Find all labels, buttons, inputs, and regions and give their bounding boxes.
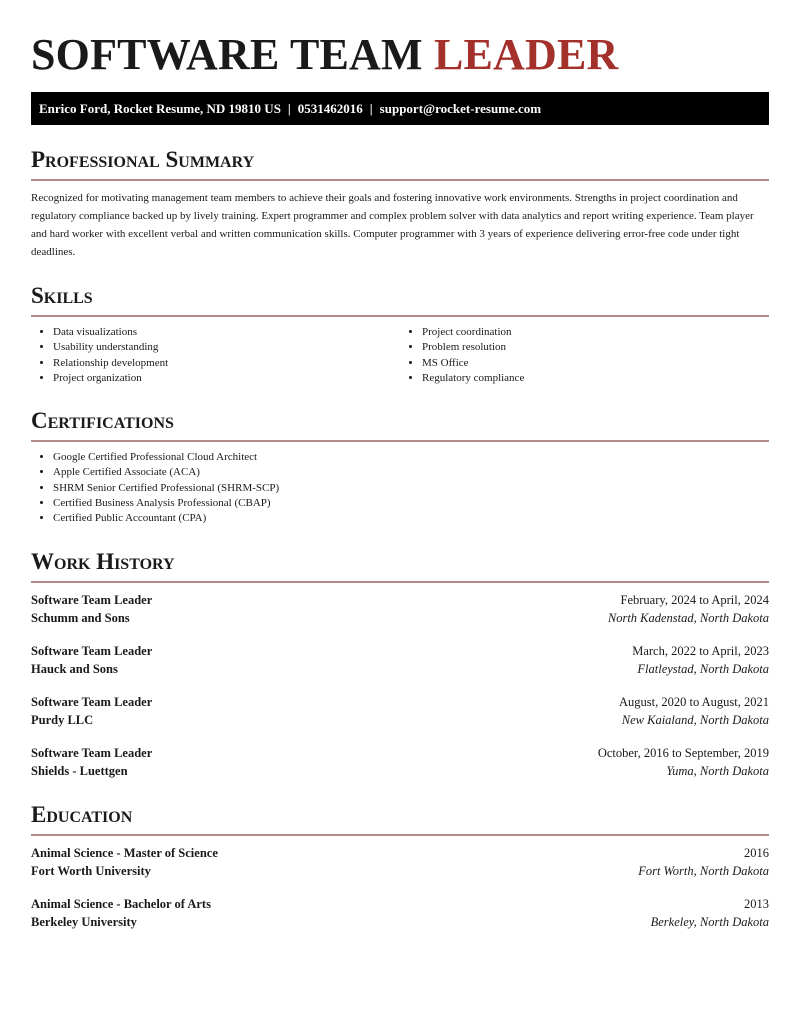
contact-address: Enrico Ford, Rocket Resume, ND 19810 US [39,101,281,116]
job-entry [31,591,769,627]
skill-item: • Project coordination [422,325,769,340]
job-location: North Kadenstad, North Dakota [607,610,769,625]
certifications-list [31,450,769,526]
skill-item: • Problem resolution [422,340,769,355]
summary-text: Recognized for motivating management team members to achieve their goals and fostering innovative work environments. Strengths in project coordination and regulatory compliance backed up by lively training. Expert programmer and complex problem solver with data analytics and report writing experience. Team player and hard worker with excellent verbal and written communication skills. Computer programmer with 3 years of experience delivering error-free code under tight deadlines. [31,192,754,258]
separator: | [369,101,373,116]
divider [31,581,769,583]
job-entry [31,693,769,729]
certification-item: • SHRM Senior Certified Professional (SHRM-SCP) [53,481,769,496]
title-accent: LEADER [433,30,619,79]
school: Berkeley University [31,914,137,929]
skill-item: • Relationship development [53,356,400,371]
education-entry [31,844,769,880]
degree: Animal Science - Master of Science [31,845,218,860]
contact-bar [31,92,769,125]
skills-right [400,325,769,386]
certifications-heading: Certifications [31,408,174,434]
divider [31,440,769,442]
skill-item: • Usability understanding [53,340,400,355]
degree: Animal Science - Bachelor of Arts [31,896,211,911]
job-location: Yuma, North Dakota [666,763,769,778]
divider [31,315,769,317]
divider [31,834,769,836]
job-company: Shields - Luettgen [31,763,128,778]
education-location: Berkeley, North Dakota [650,914,769,929]
job-company: Hauck and Sons [31,661,118,676]
skill-item: • MS Office [422,356,769,371]
job-dates: October, 2016 to September, 2019 [597,745,769,760]
education-location: Fort Worth, North Dakota [638,863,769,878]
work-list [31,591,769,780]
education-list [31,844,769,931]
certification-item: • Certified Business Analysis Professional (CBAP) [53,496,769,511]
certification-item: • Google Certified Professional Cloud Architect [53,450,769,465]
divider [31,179,769,181]
education-heading: Education [31,801,133,827]
skills-heading: Skills [31,283,93,308]
skill-item: • Project organization [53,371,400,386]
education-year: 2016 [744,845,769,860]
job-location: New Kaialand, North Dakota [621,712,769,727]
skill-item: • Data visualizations [53,325,400,340]
title-main: SOFTWARE TEAM [31,30,423,79]
resume-title [31,28,769,78]
contact-phone: 0531462016 [297,101,363,116]
job-title: Software Team Leader [31,643,153,658]
job-dates: August, 2020 to August, 2021 [618,694,769,709]
job-title: Software Team Leader [31,745,153,760]
job-company: Purdy LLC [31,712,94,727]
job-dates: February, 2024 to April, 2024 [620,592,769,607]
skills-left [31,325,400,386]
job-title: Software Team Leader [31,592,153,607]
summary-heading: Professional Summary [31,147,255,172]
education-entry [31,895,769,931]
skill-item: • Regulatory compliance [422,371,769,386]
job-company: Schumm and Sons [31,610,130,625]
work-heading: Work History [31,548,175,574]
certification-item: • Apple Certified Associate (ACA) [53,465,769,480]
job-location: Flatleystad, North Dakota [637,661,769,676]
skills-list [31,325,769,386]
separator: | [287,101,291,116]
school: Fort Worth University [31,863,151,878]
education-year: 2013 [744,896,769,911]
job-dates: March, 2022 to April, 2023 [632,643,769,658]
job-entry [31,642,769,678]
contact-email[interactable]: support@rocket-resume.com [379,101,542,116]
certification-item: • Certified Public Accountant (CPA) [53,511,769,526]
job-entry [31,744,769,780]
job-title: Software Team Leader [31,694,153,709]
